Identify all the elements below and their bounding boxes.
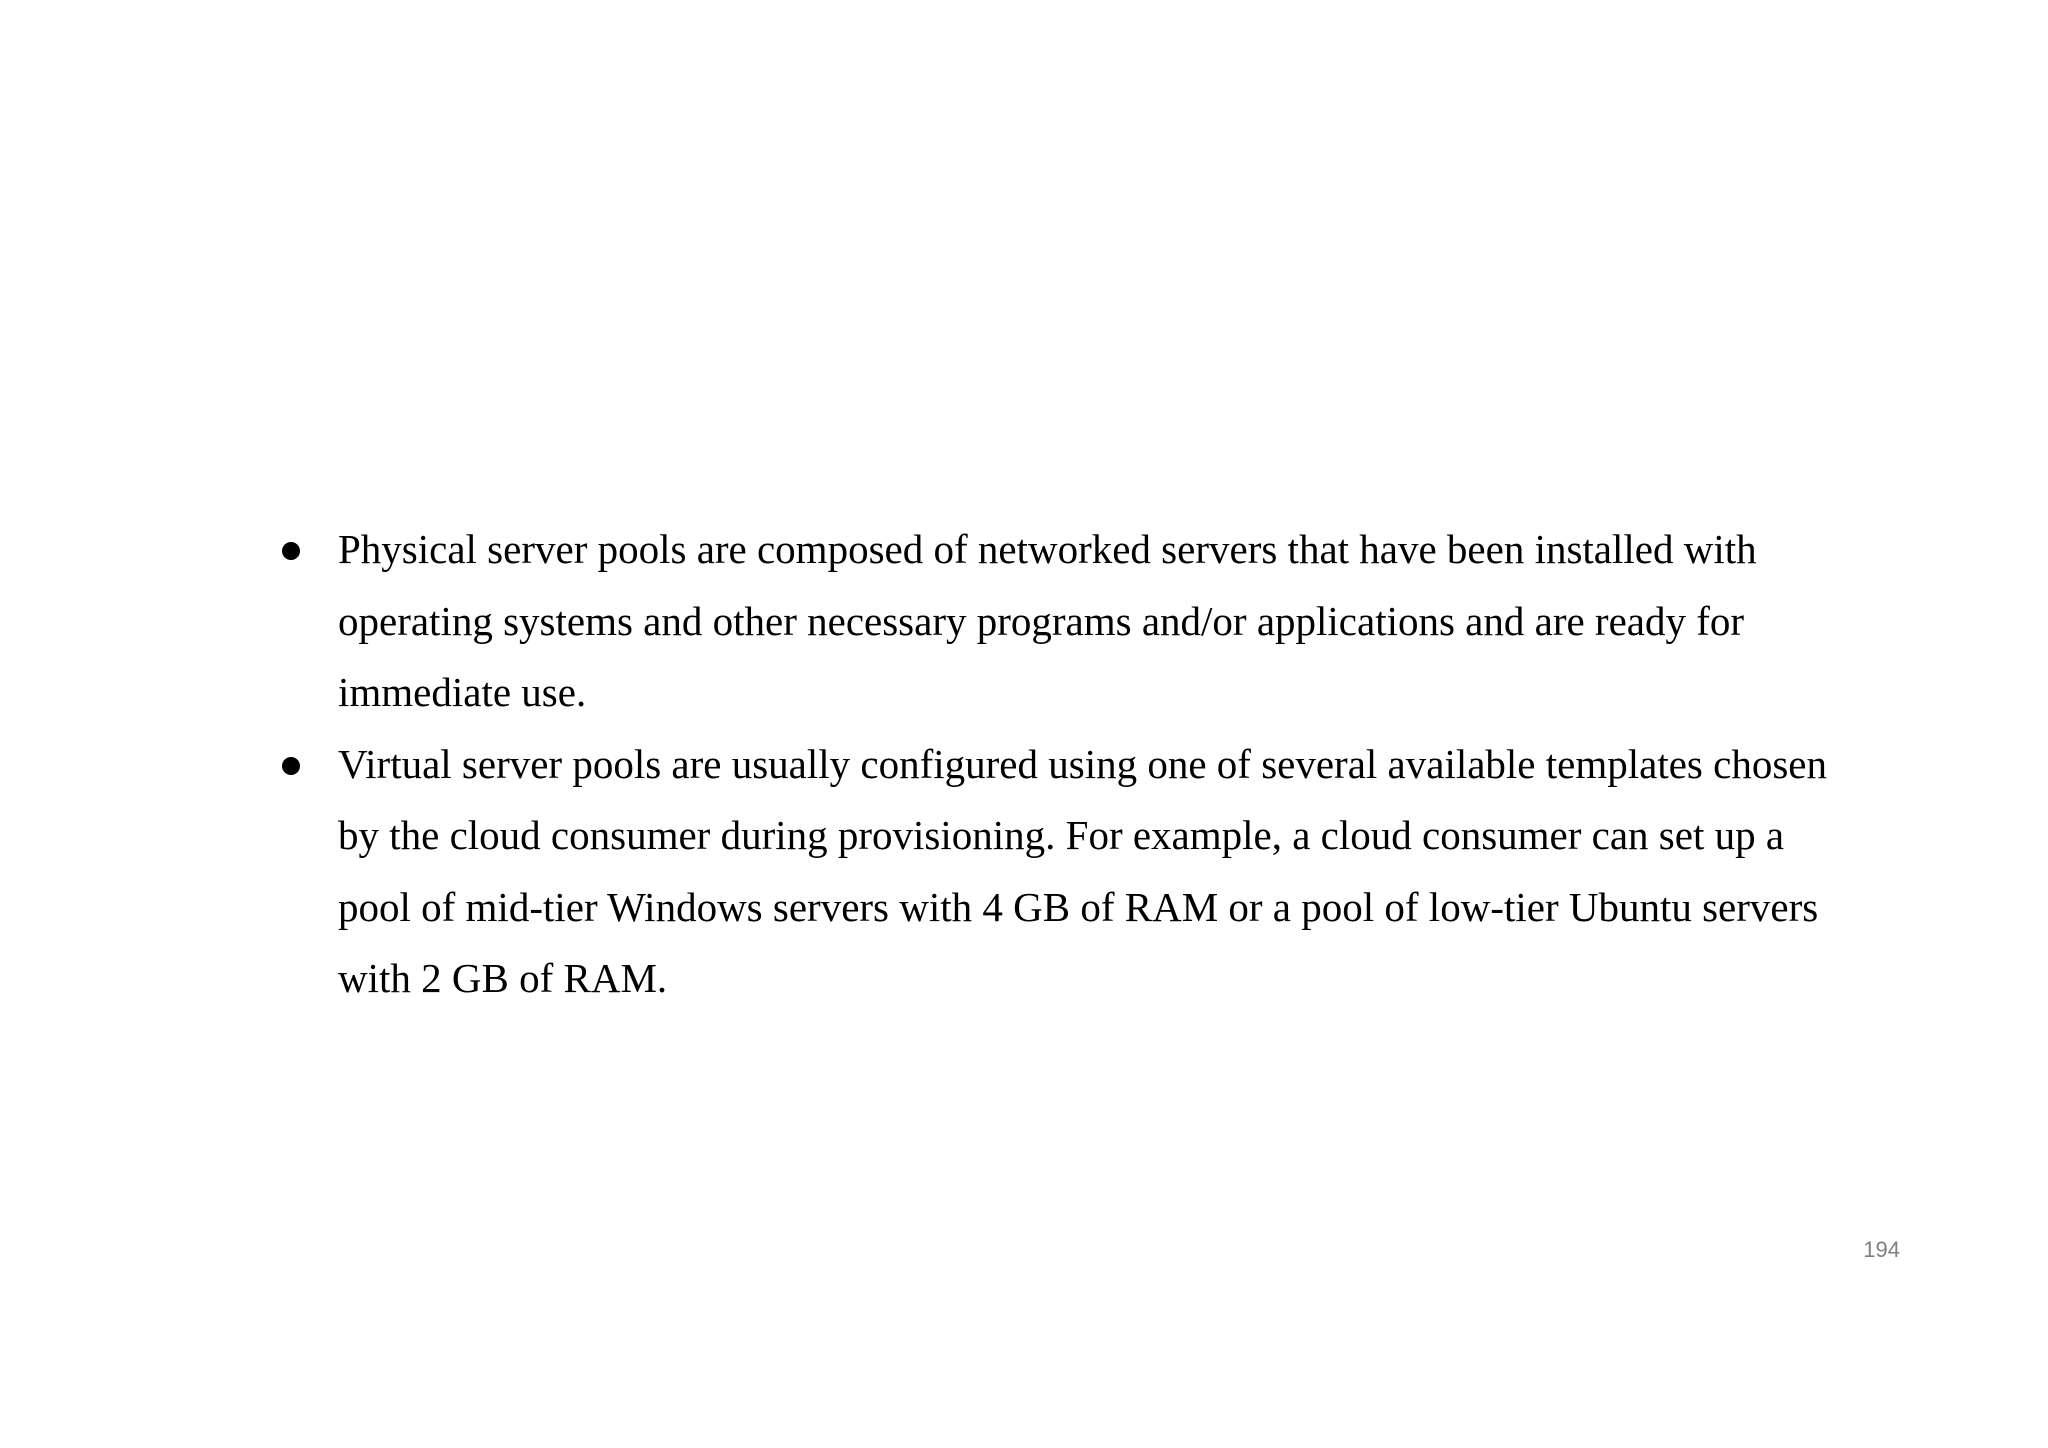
- bullet-text: Physical server pools are composed of networked servers that have been installed with operating systems and other necessary programs and/or applications and are ready for immediate use.: [338, 526, 1757, 715]
- bullet-dot-icon: [282, 542, 300, 560]
- page-number: 194: [1863, 1237, 1900, 1262]
- bullet-text: Virtual server pools are usually configured using one of several available templates chosen by the cloud consumer during provisioning. For example, a cloud consumer can set up a pool of mid-tier Windows servers with 4 GB of RAM or a pool of low-tier Ubuntu servers with 2 GB of RAM.: [338, 740, 1827, 1001]
- bullet-item-virtual-server-pools: [278, 729, 1858, 1015]
- bullet-item-physical-server-pools: [278, 514, 1858, 729]
- bullet-dot-icon: [282, 757, 300, 775]
- bullet-list: [278, 514, 1858, 1015]
